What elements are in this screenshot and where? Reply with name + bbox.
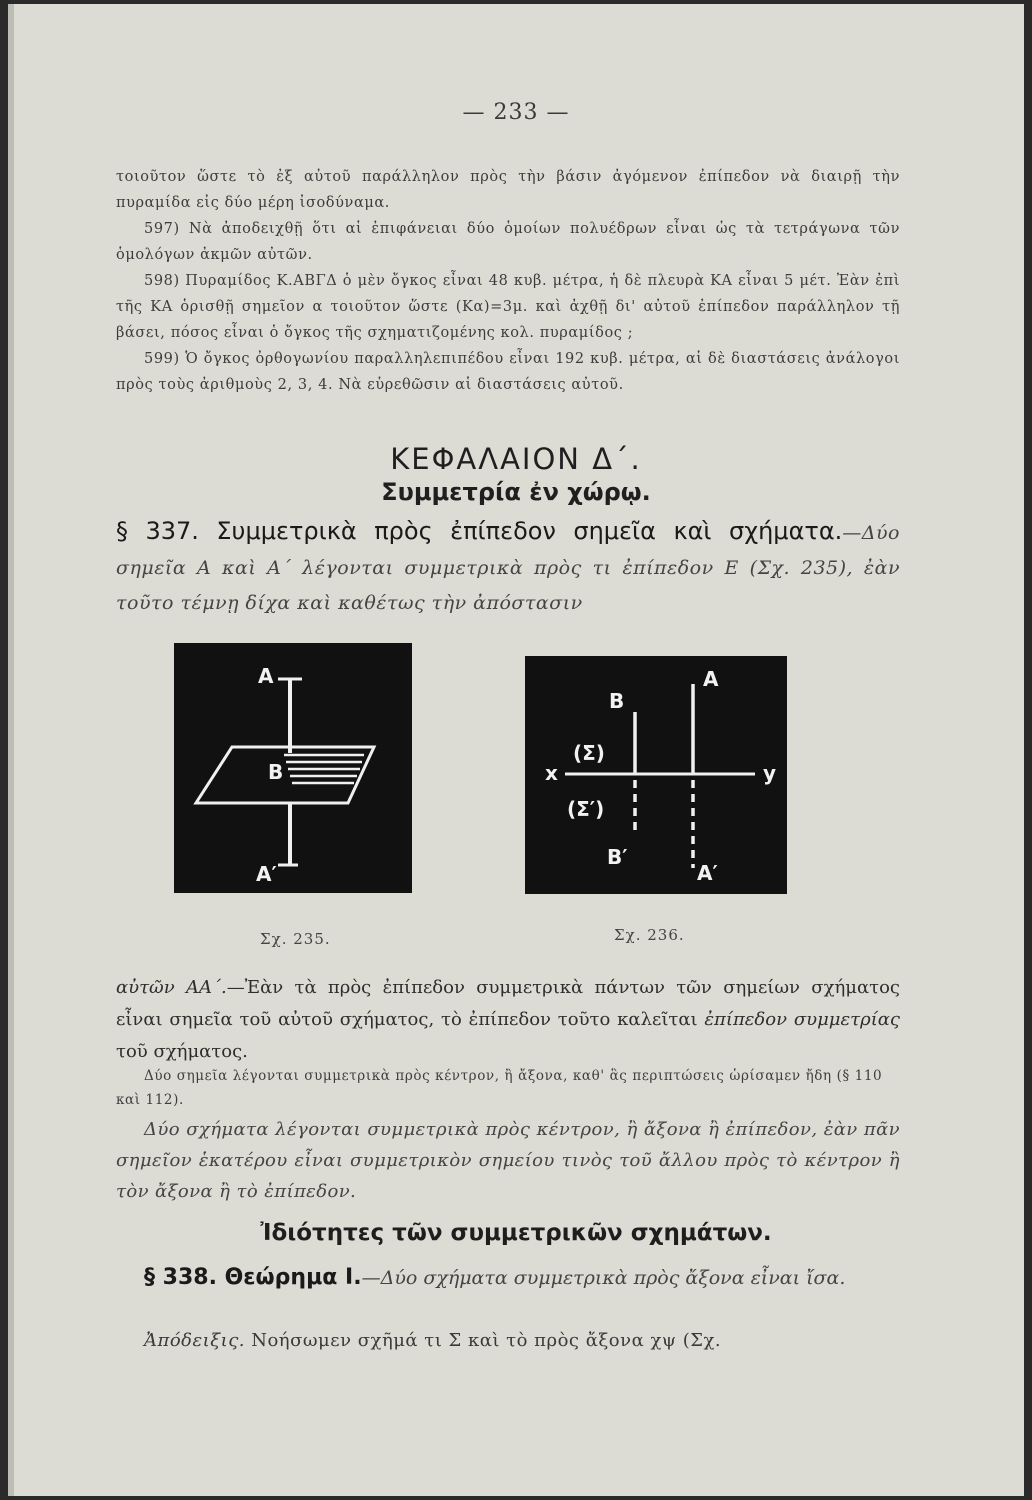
figure-235 xyxy=(174,643,412,893)
fig236-label-a-prime: A′ xyxy=(697,861,718,885)
book-page xyxy=(8,4,1024,1496)
page-number: — 233 — xyxy=(462,100,570,125)
exercise-block xyxy=(116,164,900,398)
body-text: —Ἐὰν τὰ πρὸς ἐπίπεδον συμμετρικὰ πάντων τῶν σημείων σχήματος εἶναι σημεῖα τοῦ αὐτοῦ σχήματος, τὸ ἐπίπεδον τοῦτο καλεῖται xyxy=(116,977,900,1030)
fig236-label-b: B xyxy=(609,689,625,713)
section-337-heading: § 337. Συμμετρικὰ πρὸς ἐπίπεδον σημεῖα καὶ σχήματα. xyxy=(116,517,843,545)
proof-label: Ἀπόδειξις. xyxy=(144,1330,245,1351)
exercise-599: 599) Ὁ ὄγκος ὀρθογωνίου παραλληλεπιπέδου εἶναι 192 κυβ. μέτρα, αἱ δὲ διαστάσεις ἀνάλογοι πρὸς τοὺς ἀριθμοὺς 2, 3, 4. Νὰ εὑρεθῶσιν αἱ διαστάσεις αὐτοῦ. xyxy=(116,351,900,393)
body-text-end: τοῦ σχήματος. xyxy=(116,1041,248,1062)
fig236-label-x: x xyxy=(545,761,558,785)
definition-paragraph: Δύο σχήματα λέγονται συμμετρικὰ πρὸς κέντρον, ἢ ἄξονα ἢ ἐπίπεδον, ἐὰν πᾶν σημεῖον ἑκατέρου εἶναι συμμετρικὸν σημείου τινὸς τοῦ ἄλλου πρὸς τὸ κέντρον ἢ τὸν ἄξονα ἢ τὸ ἐπίπεδον. xyxy=(116,1119,900,1202)
figure-235-caption: Σχ. 235. xyxy=(260,930,331,948)
proof-paragraph xyxy=(116,1326,900,1356)
figure-236-drawing xyxy=(525,656,787,894)
section-337-text: —Δύο σημεῖα Α καὶ Α΄ λέγονται συμμετρικὰ πρὸς τι ἐπίπεδον Ε (Σχ. 235), ἐὰν τοῦτο τέμνῃ δίχα καὶ καθέτως τὴν ἀπόστασιν xyxy=(116,522,900,614)
figure-236 xyxy=(525,656,787,894)
chapter-title: ΚΕΦΑΛΑΙΟΝ Δ΄. xyxy=(390,442,642,476)
exercise-597: 597) Νὰ ἀποδειχθῇ ὅτι αἱ ἐπιφάνειαι δύο ὁμοίων πολυέδρων εἶναι ὡς τὰ τετράγωνα τῶν ὁμολόγων ἀκμῶν αὐτῶν. xyxy=(116,221,900,263)
fig236-label-sigma: (Σ) xyxy=(573,741,605,765)
figure-236-caption: Σχ. 236. xyxy=(614,926,685,944)
fig235-label-b: B xyxy=(268,760,284,784)
body-italic-term: ἐπίπεδον συμμετρίας xyxy=(704,1009,900,1030)
proof-text: Νοήσωμεν σχῆμά τι Σ καὶ τὸ πρὸς ἄξονα χψ (Σχ. xyxy=(245,1330,722,1351)
exercise-paragraph: τοιοῦτον ὥστε τὸ ἐξ αὐτοῦ παράλληλον πρὸς τὴν βάσιν ἀγόμενον ἐπίπεδον νὰ διαιρῇ τὴν πυραμίδα εἰς δύο μέρη ἰσοδύναμα. xyxy=(116,169,900,211)
exercise-598: 598) Πυραμίδος Κ.ΑΒΓΔ ὁ μὲν ὄγκος εἶναι 48 κυβ. μέτρα, ἡ δὲ πλευρὰ ΚΑ εἶναι 5 μέτ. Ἐὰν ἐπὶ τῆς ΚΑ ὁρισθῇ σημεῖον α τοιοῦτον ὥστε (Κα)=3μ. καὶ ἀχθῇ δι' αὐτοῦ ἐπίπεδον παράλληλον τῇ βάσει, πόσος εἶναι ὁ ὄγκος τῆς σχηματιζομένης κολ. πυραμίδος ; xyxy=(116,273,900,341)
fig235-label-a: A xyxy=(258,664,274,688)
note-paragraph: Δύο σημεῖα λέγονται συμμετρικὰ πρὸς κέντρον, ἢ ἄξονα, καθ' ἃς περιπτώσεις ὡρίσαμεν ἤδη (§ 110 καὶ 112). xyxy=(116,1068,883,1108)
section-337 xyxy=(116,514,900,621)
body-paragraph xyxy=(116,972,900,1068)
fig236-label-b-prime: B′ xyxy=(607,845,628,869)
sub-heading: Ἰδιότητες τῶν συμμετρικῶν σχημάτων. xyxy=(260,1220,772,1246)
fig236-label-a: A xyxy=(703,667,719,691)
section-338-heading: § 338. Θεώρημα Ι. xyxy=(144,1265,362,1290)
body-italic-start: αὐτῶν ΑΑ΄. xyxy=(116,977,227,998)
section-338-text: —Δύο σχήματα συμμετρικὰ πρὸς ἄξονα εἶναι ἴσα. xyxy=(361,1267,846,1289)
chapter-subtitle: Συμμετρία ἐν χώρῳ. xyxy=(381,478,651,506)
section-338 xyxy=(116,1262,900,1294)
page-edge xyxy=(8,4,14,1496)
fig235-label-a-prime: A′ xyxy=(256,862,277,886)
figure-235-drawing xyxy=(174,643,412,893)
fig236-label-sigma-prime: (Σ′) xyxy=(567,797,605,821)
fig236-label-y: y xyxy=(763,761,777,785)
